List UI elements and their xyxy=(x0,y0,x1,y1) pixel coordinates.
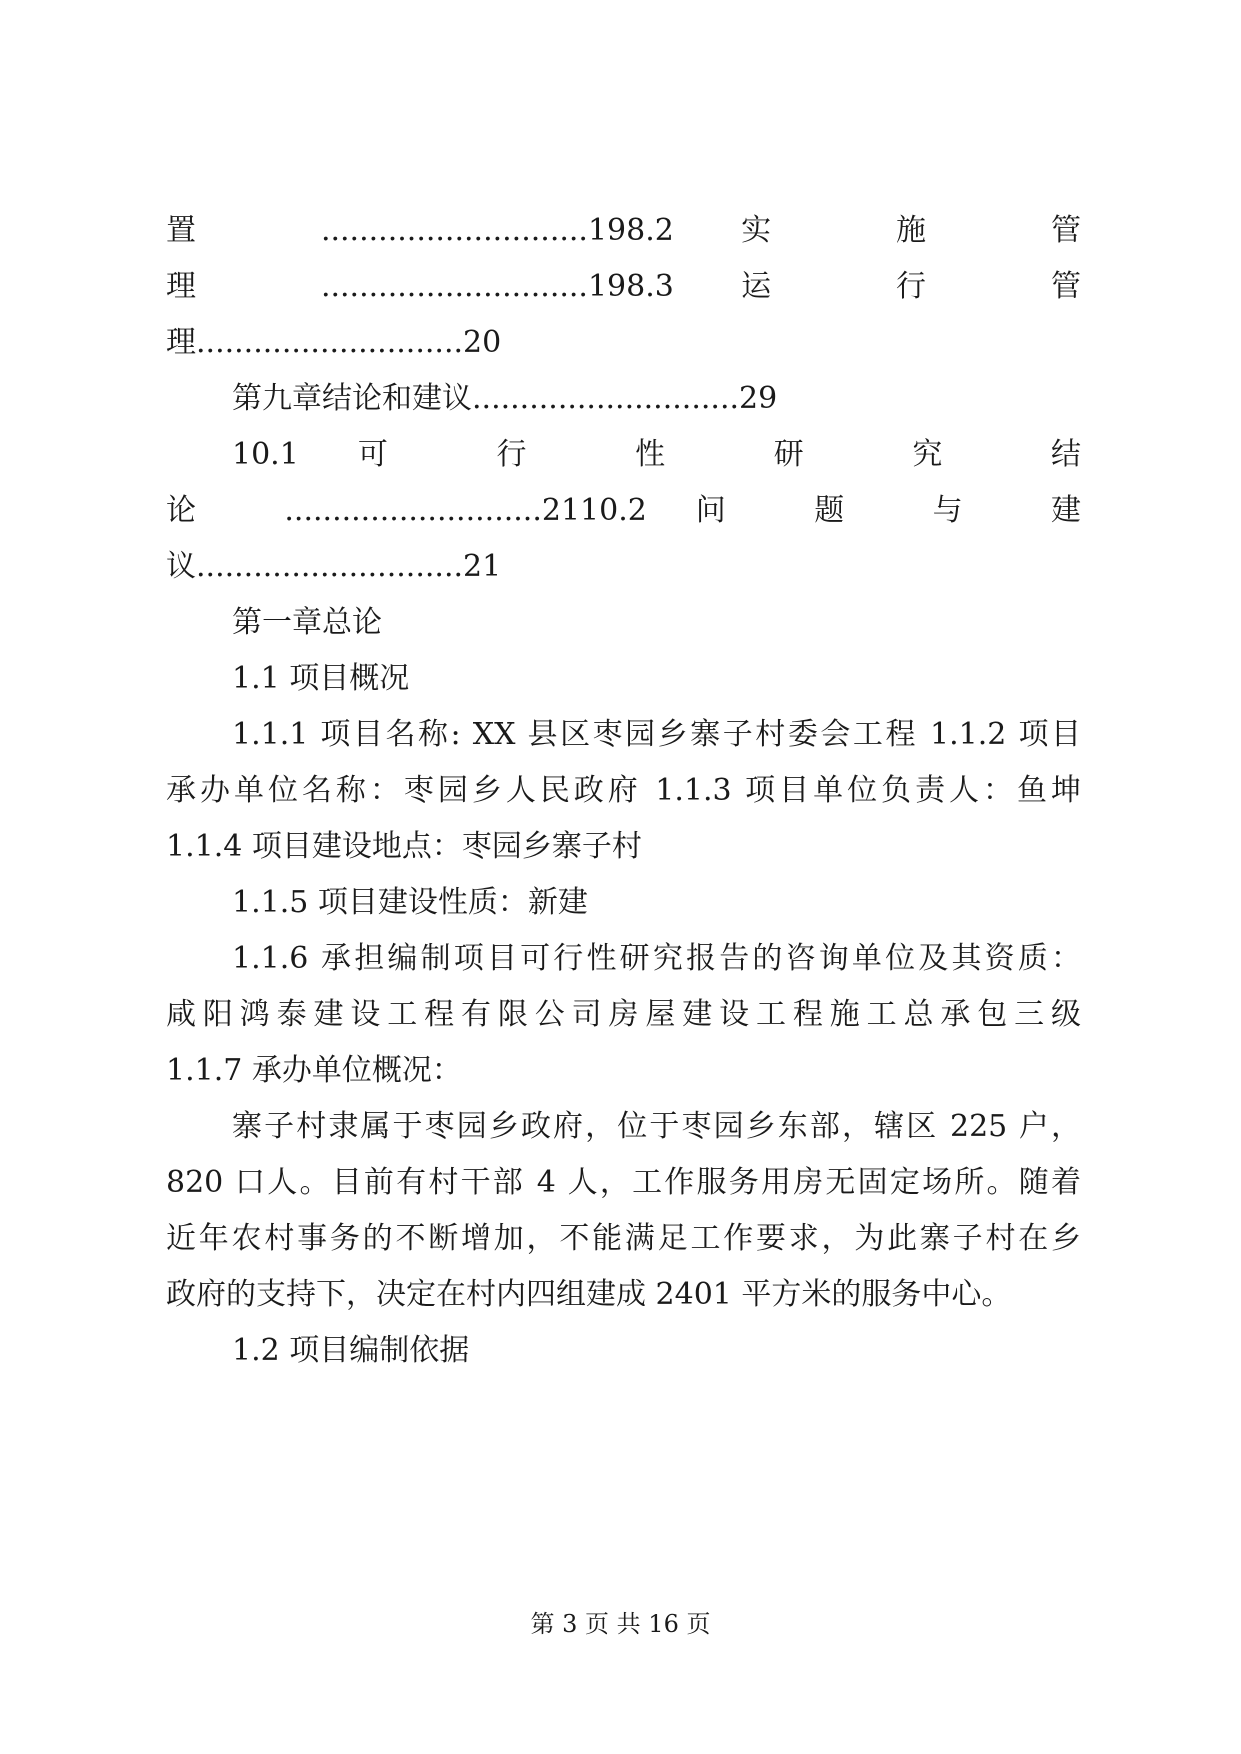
body-line: 1.1.5 项目建设性质：新建 xyxy=(232,885,588,920)
toc-line: 第九章结论和建议............................29 xyxy=(232,381,778,416)
paragraph-line: 820 口人。目前有村干部 4 人，工作服务用房无固定场所。随着 xyxy=(166,1165,1081,1200)
toc-line: 议............................21 xyxy=(166,549,502,584)
toc-line: 10.1 可 行 性 研 究 结 xyxy=(232,437,1081,472)
section-heading: 1.1 项目概况 xyxy=(232,661,410,696)
body-line: 1.1.7 承办单位概况： xyxy=(166,1053,462,1088)
chapter-heading: 第一章总论 xyxy=(232,605,382,640)
toc-line: 理............................20 xyxy=(166,325,502,360)
toc-line: 理 ............................198.3 运 行 管 xyxy=(166,269,1081,304)
paragraph-line: 政府的支持下，决定在村内四组建成 2401 平方米的服务中心。 xyxy=(166,1277,1012,1312)
paragraph-line: 寨子村隶属于枣园乡政府，位于枣园乡东部，辖区 225 户， xyxy=(232,1109,1081,1144)
toc-line: 置 ............................198.2 实 施 管 xyxy=(166,213,1081,248)
body-line: 咸阳鸿泰建设工程有限公司房屋建设工程施工总承包三级 xyxy=(166,997,1081,1032)
toc-line: 论 ...........................2110.2 问 题 与 建 xyxy=(166,493,1081,528)
section-heading: 1.2 项目编制依据 xyxy=(232,1333,470,1368)
body-line: 1.1.4 项目建设地点：枣园乡寨子村 xyxy=(166,829,642,864)
body-line: 1.1.6 承担编制项目可行性研究报告的咨询单位及其资质： xyxy=(232,941,1081,976)
body-line: 承办单位名称：枣园乡人民政府 1.1.3 项目单位负责人：鱼坤 xyxy=(166,773,1081,808)
paragraph-line: 近年农村事务的不断增加，不能满足工作要求，为此寨子村在乡 xyxy=(166,1221,1081,1256)
body-line: 1.1.1 项目名称: XX 县区枣园乡寨子村委会工程 1.1.2 项目 xyxy=(232,717,1081,752)
page-number-footer: 第 3 页 共 16 页 xyxy=(530,1610,711,1638)
